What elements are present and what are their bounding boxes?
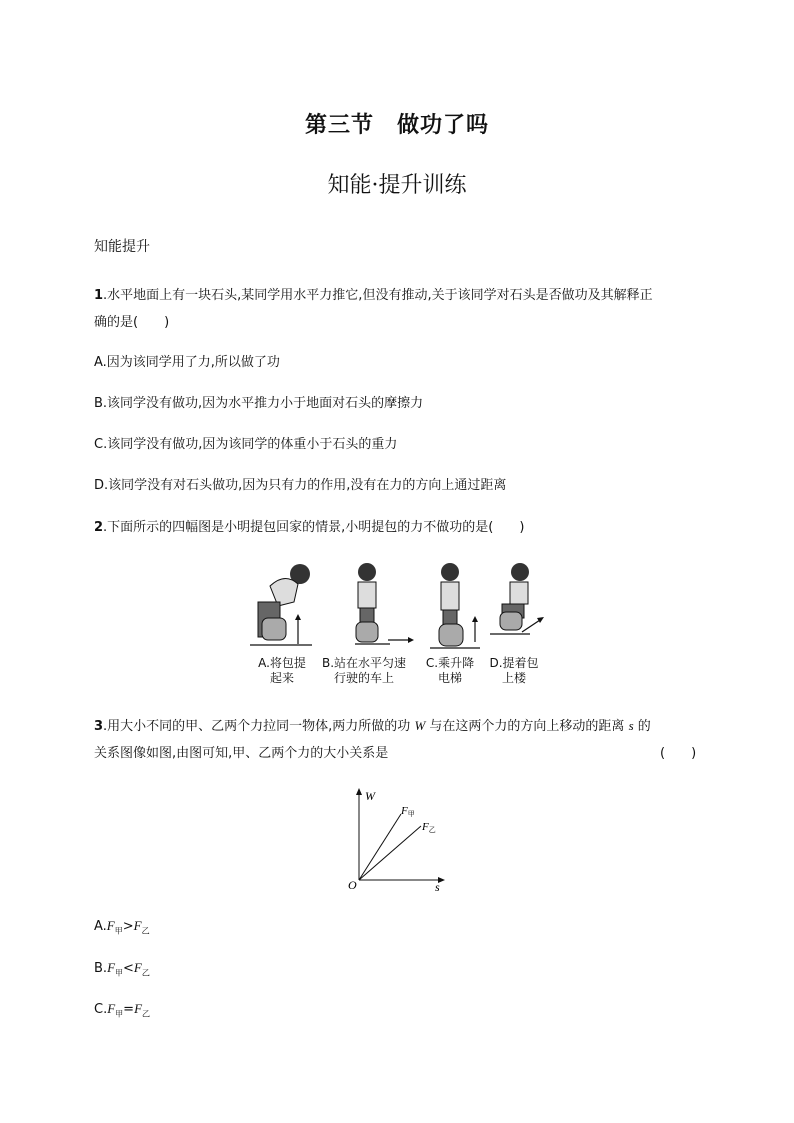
x-axis-label: s	[435, 880, 440, 894]
line-f-yi-label: F乙	[422, 821, 436, 834]
q1-option-d: D.该同学没有对石头做功,因为只有力的作用,没有在力的方向上通过距离	[94, 478, 507, 493]
q2-caption-d: D.提着包 上楼	[489, 656, 539, 685]
q1-option-c: C.该同学没有做功,因为该同学的体重小于石头的重力	[94, 437, 398, 452]
y-axis-label: W	[365, 789, 375, 803]
q2-caption-c: C.乘升降 电梯	[425, 656, 475, 685]
q2-caption-b: B.站在水平匀速 行驶的车上	[321, 656, 407, 685]
q1-option-a: A.因为该同学用了力,所以做了功	[94, 355, 280, 370]
q3-option-b: $B.F_甲<F_乙$	[94, 960, 150, 978]
q1-number: 1	[94, 288, 104, 303]
q3-graph	[345, 784, 455, 894]
q1-stem-line2: 确的是( )	[94, 315, 170, 330]
page-subtitle: 知能·提升训练	[327, 173, 467, 198]
q2-stem-text: .下面所示的四幅图是小明提包回家的情景,小明提包的力不做功的是( )	[103, 520, 525, 535]
page-title: 第三节 做功了吗	[304, 113, 489, 138]
figure-a-person	[258, 564, 310, 644]
q2-caption-a: A.将包提 起来	[258, 656, 306, 685]
figure-b-person	[356, 563, 414, 643]
q3-stem-line2: 关系图像如图,由图可知,甲、乙两个力的大小关系是	[94, 746, 389, 761]
q2-stem	[94, 518, 524, 538]
figure-c-person	[439, 563, 478, 646]
line-f-jia-label: F甲	[401, 805, 415, 818]
q1-stem-line1	[94, 286, 653, 306]
q3-distance-symbol: s	[628, 718, 634, 733]
q3-number: 3	[94, 719, 104, 734]
origin-label: O	[348, 878, 357, 892]
q2-figure	[250, 562, 550, 652]
q3-work-symbol: W	[414, 718, 426, 733]
q1-stem-text: .水平地面上有一块石头,某同学用水平力推它,但没有推动,关于该同学对石头是否做功及其解释正	[103, 288, 653, 303]
line-f-jia	[359, 814, 401, 880]
line-f-yi	[359, 826, 421, 880]
q3-option-a: $A.F_甲>F_乙$	[94, 918, 150, 936]
q3-answer-bracket: ( )	[660, 746, 697, 761]
q1-option-b: B.该同学没有做功,因为水平推力小于地面对石头的摩擦力	[94, 396, 424, 411]
q2-number: 2	[94, 520, 104, 535]
section-heading: 知能提升	[94, 239, 150, 255]
figure-d-person	[500, 563, 544, 632]
y-axis-arrow-icon	[356, 788, 362, 795]
q3-option-c: $C.F_甲=F_乙$	[94, 1001, 151, 1019]
q3-stem-line1: 3.用大小不同的甲、乙两个力拉同一物体,两力所做的功 W 与在这两个力的方向上移动的距离 s 的	[94, 718, 651, 734]
